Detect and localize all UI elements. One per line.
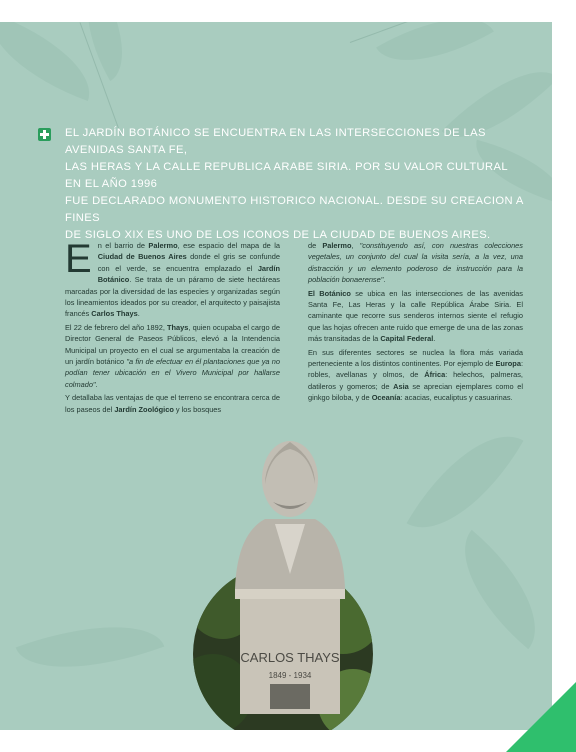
text-bold: Oceanía	[371, 393, 401, 403]
paragraph	[65, 237, 280, 320]
text-bold: Jardín Zoológico	[114, 404, 174, 414]
text-italic: "constituyendo así, con nuestras colecciones vegetales, un conjunto del cual la visita sería, a la vez, una distracción y un elemento poderoso de instrucción para la población bonaerense"	[308, 241, 523, 285]
text-bold: Ciudad de Buenos Aires	[97, 252, 187, 262]
text-bold: Palermo	[148, 241, 178, 250]
text: En sus diferentes sectores se nuclea la flora más variada perteneciente a los distintos continentes. Por ejemplo de	[308, 347, 523, 369]
page-background	[0, 22, 552, 730]
leaf-decoration	[16, 600, 165, 695]
statue-name: CARLOS THAYS	[240, 650, 340, 665]
text: : robles, avellanas y olmos, de	[308, 359, 523, 380]
text: Y detallaba las ventajas de que el terreno se encontrara cerca de los paseos del	[65, 393, 280, 414]
text: , ese espacio del mapa de la	[177, 241, 280, 250]
body-column-left	[65, 237, 281, 417]
text: de	[308, 241, 323, 250]
paragraph	[65, 322, 280, 390]
drop-cap: E	[65, 237, 92, 281]
leaf-decoration	[376, 22, 494, 86]
text: n el barrio de	[97, 241, 149, 250]
intro-heading	[65, 125, 525, 244]
text: se ubica en las intersecciones de las avenidas Santa Fe, Las Heras y la calle República Árabe Siria. El caminante que recorre sus senderos internos siente el refugio que las hojas ofrecen ante ruido que emerge de una de las zonas más transitadas de la	[308, 288, 523, 344]
leaf-decoration	[436, 530, 552, 649]
statue-years: 1849 - 1934	[268, 671, 312, 680]
text-bold: Jardín Botánico	[97, 263, 280, 285]
intro-line: FUE DECLARADO MONUMENTO HISTORICO NACIONAL. DESDE SU CREACION A FINES	[65, 195, 524, 224]
text: ,	[351, 241, 360, 250]
leaf-decoration	[407, 411, 524, 554]
text: donde el gris se confunde con el verde, se encuentra emplazado el	[97, 252, 280, 273]
paragraph	[65, 392, 280, 415]
intro-line: LAS HERAS Y LA CALLE REPUBLICA ARABE SIRIA. POR SU VALOR CULTURAL EN EL AÑO 1996	[65, 161, 508, 190]
text: , quien ocupaba el cargo de Director General de Paseos Públicos, elevó a la Intendencia Municipal un proyecto en el cual se argumentaba la creación de un jardín botánico	[65, 322, 280, 367]
text-bold: Asia	[393, 381, 409, 391]
text: .	[383, 275, 386, 285]
text-bold: Capital Federal	[380, 334, 434, 344]
text-bold: Europa	[495, 359, 521, 369]
leaf-decoration	[0, 22, 105, 101]
intro-line: DE SIGLO XIX ES UNO DE LOS ICONOS DE LA CIUDAD DE BUENOS AIRES.	[65, 229, 491, 241]
paragraph	[308, 288, 523, 345]
paragraph	[308, 240, 523, 286]
text: . Se trata de un páramo de siete hectáreas marcadas por la diversidad de las especies y organizadas según los lineamientos ideados por su creador, el arquitecto y paisajista francés	[65, 275, 280, 319]
text: : helechos, palmeras, datileros y gomeros; de	[308, 370, 523, 391]
text-bold: Carlos Thays	[91, 309, 138, 319]
text-italic: "a fin de efectuar en él plantaciones que ya no podían tener ubicación en el Vivero Municipal por hallarse colmado"	[65, 357, 281, 389]
plus-icon	[38, 128, 51, 141]
intro-line: EL JARDÍN BOTÁNICO SE ENCUENTRA EN LAS INTERSECCIONES DE LAS AVENIDAS SANTA FE,	[65, 127, 486, 156]
text-bold: Palermo	[322, 241, 352, 250]
body-column-right	[308, 240, 523, 406]
carlos-thays-bust	[225, 424, 355, 714]
text: se aprecian ejemplares como el ginkgo biloba, y de	[308, 381, 523, 403]
text: .	[433, 334, 436, 344]
text-bold: El Botánico	[308, 288, 351, 298]
text: .	[137, 309, 140, 319]
corner-accent-triangle	[506, 682, 576, 752]
text-bold: Thays	[167, 322, 189, 332]
text: y los bosques	[173, 404, 222, 414]
text: El 22 de febrero del año 1892,	[65, 322, 168, 332]
text: .	[95, 379, 98, 389]
paragraph	[308, 347, 523, 404]
text: : acacias, eucaliptus y casuarinas.	[400, 393, 513, 403]
text-bold: África	[424, 370, 446, 380]
